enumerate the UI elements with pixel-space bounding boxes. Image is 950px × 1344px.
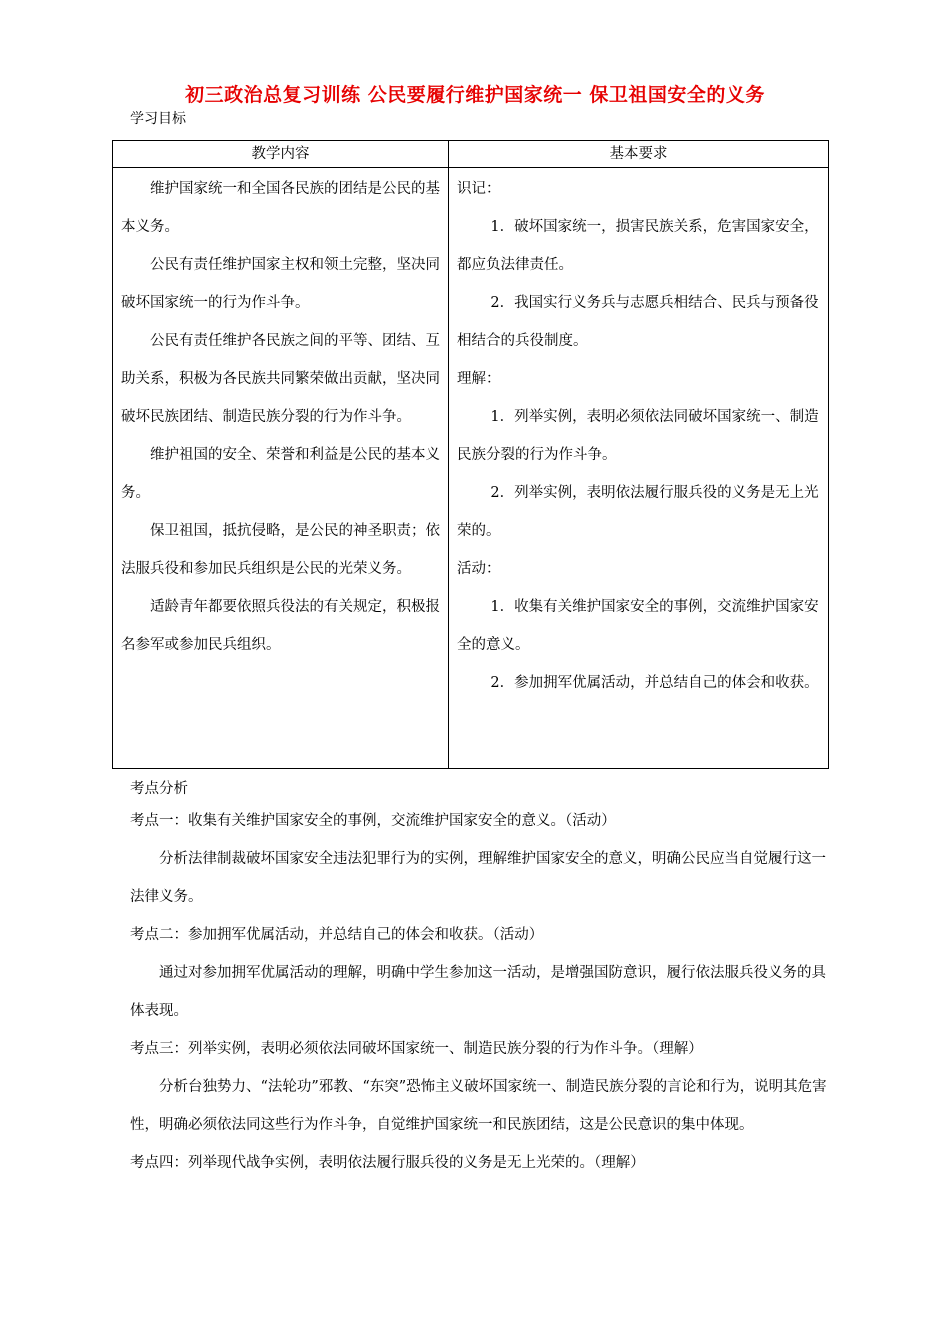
point-text: 分析法律制裁破坏国家安全违法犯罪行为的实例，理解维护国家安全的意义，明确公民应当自觉履行这一法律义务。 — [130, 851, 826, 905]
recall-label: 识记： — [457, 181, 501, 197]
point-title: 考点三：列举实例，表明必须依法同破坏国家统一、制造民族分裂的行为作斗争。（理解） — [130, 1041, 703, 1057]
page-title: 初三政治总复习训练 公民要履行维护国家统一 保卫祖国安全的义务 — [185, 84, 765, 106]
point-title: 考点四：列举现代战争实例，表明依法履行服兵役的义务是无上光荣的。（理解） — [130, 1155, 645, 1171]
activity-item: 2．参加拥军优属活动，并总结自己的体会和收获。 — [490, 675, 819, 691]
table-header-row — [113, 141, 829, 168]
content-paragraph: 公民有责任维护国家主权和领土完整，坚决同破坏国家统一的行为作斗争。 — [121, 257, 440, 311]
point-title: 考点一：收集有关维护国家安全的事例，交流维护国家安全的意义。（活动） — [130, 813, 616, 829]
requirements-cell — [449, 168, 829, 769]
point-title: 考点二：参加拥军优属活动，并总结自己的体会和收获。（活动） — [130, 927, 544, 943]
content-paragraph: 保卫祖国，抵抗侵略，是公民的神圣职责；依法服兵役和参加民兵组织是公民的光荣义务。 — [121, 523, 440, 577]
header-requirements: 基本要求 — [449, 141, 829, 168]
goals-table — [112, 140, 829, 769]
activity-item: 1．收集有关维护国家安全的事例，交流维护国家安全的意义。 — [457, 599, 819, 653]
content-paragraph: 公民有责任维护各民族之间的平等、团结、互助关系，积极为各民族共同繁荣做出贡献，坚决同破坏民族团结、制造民族分裂的行为作斗争。 — [121, 333, 440, 425]
content-paragraph: 适龄青年都要依照兵役法的有关规定，积极报名参军或参加民兵组织。 — [121, 599, 440, 653]
content-paragraph: 维护祖国的安全、荣誉和利益是公民的基本义务。 — [121, 447, 440, 501]
goals-label: 学习目标 — [130, 111, 186, 127]
table-body-row — [113, 168, 829, 769]
analysis-heading: 考点分析 — [130, 781, 188, 797]
understand-label: 理解： — [457, 371, 501, 387]
recall-item: 1．破坏国家统一，损害民族关系，危害国家安全，都应负法律责任。 — [457, 219, 819, 273]
recall-item: 2．我国实行义务兵与志愿兵相结合、民兵与预备役相结合的兵役制度。 — [457, 295, 819, 349]
content-paragraph: 维护国家统一和全国各民族的团结是公民的基本义务。 — [121, 181, 440, 235]
understand-item: 1．列举实例，表明必须依法同破坏国家统一、制造民族分裂的行为作斗争。 — [457, 409, 819, 463]
analysis-section — [112, 776, 828, 1182]
header-content: 教学内容 — [113, 141, 449, 168]
content-cell — [113, 168, 449, 769]
understand-item: 2．列举实例，表明依法履行服兵役的义务是无上光荣的。 — [457, 485, 819, 539]
point-text: 分析台独势力、“法轮功”邪教、“东突”恐怖主义破坏国家统一、制造民族分裂的言论和行为，说明其危害性，明确必须依法同这些行为作斗争，自觉维护国家统一和民族团结，这是公民意识的集中体现。 — [130, 1079, 827, 1133]
point-text: 通过对参加拥军优属活动的理解，明确中学生参加这一活动，是增强国防意识，履行依法服兵役义务的具体表现。 — [130, 965, 826, 1019]
activity-label: 活动： — [457, 561, 501, 577]
